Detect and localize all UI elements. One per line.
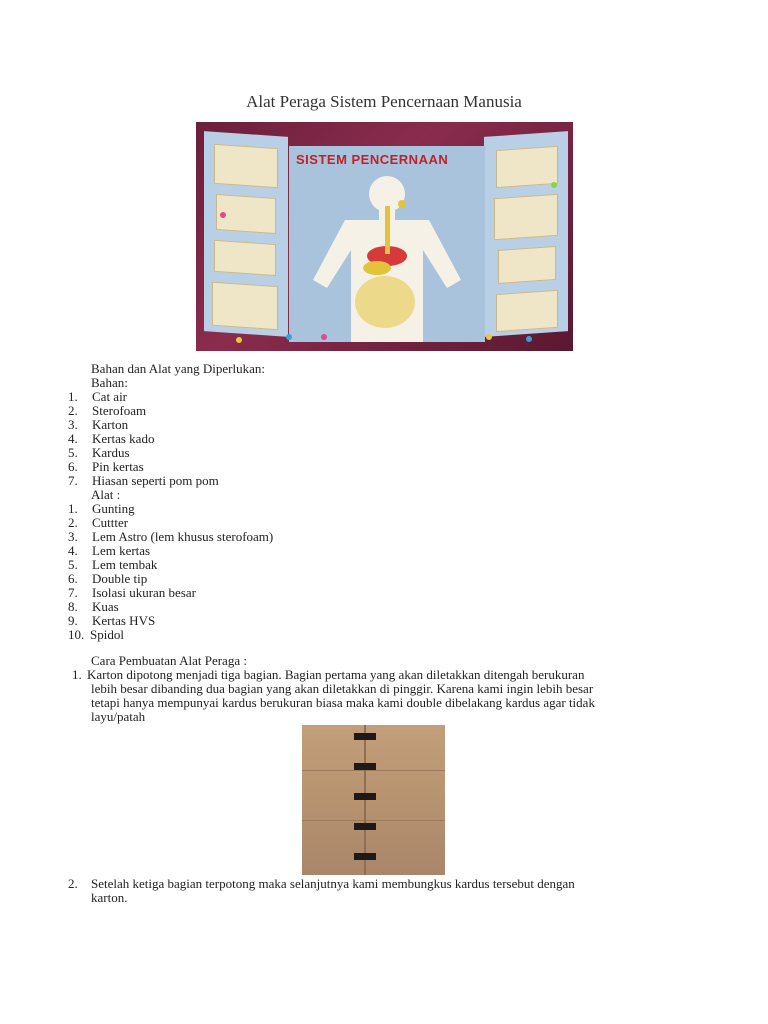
step-1-line-1: Karton dipotong menjadi tiga bagian. Bagian pertama yang akan diletakkan ditengah berukuran xyxy=(87,667,585,682)
right-panel xyxy=(484,131,568,337)
alat-label: Alat : xyxy=(91,487,121,502)
step-1-line-4: layu/patah xyxy=(91,709,146,724)
step-2-number: 2. xyxy=(68,876,78,891)
cardboard-photo xyxy=(302,725,445,875)
step-1-line-2: lebih besar dibanding dua bagian yang akan diletakkan di pinggir. Karena kami ingin lebih besar xyxy=(91,681,594,696)
page-title: Alat Peraga Sistem Pencernaan Manusia xyxy=(246,92,522,111)
board-title: SISTEM PENCERNAAN xyxy=(296,152,449,167)
left-panel xyxy=(204,131,288,337)
human-body-figure xyxy=(289,146,485,342)
section-heading: Bahan dan Alat yang Diperlukan: xyxy=(91,361,266,376)
step-1-line-3: tetapi hanya mempunyai kardus berukuran biasa maka kami double dibelakang kardus agar tidak xyxy=(91,695,595,710)
cara-heading: Cara Pembuatan Alat Peraga : xyxy=(91,653,247,668)
step-1-number: 1. xyxy=(72,667,82,682)
step-2-line-1: Setelah ketiga bagian terpotong maka selanjutnya kami membungkus kardus tersebut dengan xyxy=(91,876,575,891)
center-panel xyxy=(289,146,485,342)
bahan-label: Bahan: xyxy=(91,375,128,390)
step-2-line-2: karton. xyxy=(91,890,128,905)
display-board-photo xyxy=(196,122,573,351)
